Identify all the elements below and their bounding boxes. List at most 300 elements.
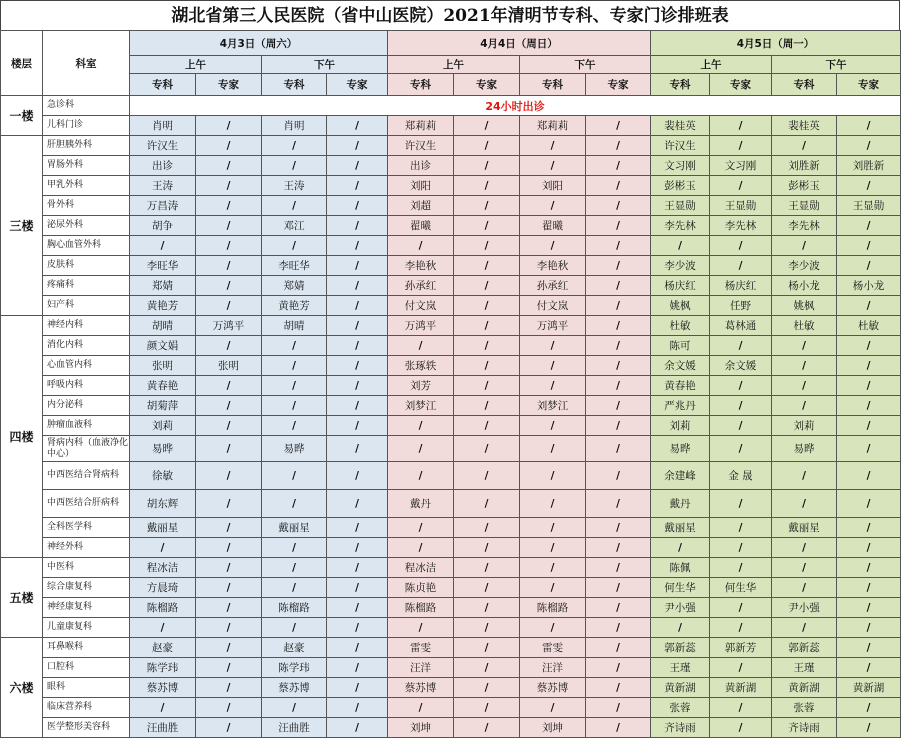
floor-label: 六楼 — [1, 638, 43, 738]
schedule-cell: / — [262, 156, 327, 176]
schedule-cell: / — [196, 256, 262, 276]
schedule-cell: / — [772, 538, 837, 558]
schedule-cell: 黄春艳 — [130, 376, 196, 396]
schedule-cell: / — [262, 336, 327, 356]
schedule-cell: 刘胜新 — [772, 156, 837, 176]
dept-name: 口腔科 — [43, 658, 130, 678]
schedule-cell: / — [710, 236, 772, 256]
schedule-cell: / — [520, 156, 586, 176]
schedule-cell: / — [710, 376, 772, 396]
schedule-cell: / — [772, 236, 837, 256]
schedule-cell: / — [651, 538, 710, 558]
dept-name: 心血管内科 — [43, 356, 130, 376]
schedule-cell: / — [772, 462, 837, 490]
schedule-cell: / — [837, 356, 901, 376]
schedule-cell: / — [454, 276, 520, 296]
schedule-cell: / — [837, 538, 901, 558]
schedule-cell: 杨小龙 — [837, 276, 901, 296]
schedule-cell: / — [586, 578, 651, 598]
expert-header: 专家 — [837, 74, 901, 96]
schedule-cell: / — [586, 176, 651, 196]
schedule-cell: 王显勋 — [651, 196, 710, 216]
schedule-cell: / — [327, 698, 388, 718]
schedule-cell: / — [196, 462, 262, 490]
schedule-cell: / — [130, 698, 196, 718]
schedule-cell: / — [130, 618, 196, 638]
schedule-cell: / — [772, 336, 837, 356]
schedule-cell: 黄春艳 — [651, 376, 710, 396]
schedule-cell: 黄新湖 — [772, 678, 837, 698]
dept-name: 中西医结合肾病科 — [43, 462, 130, 490]
schedule-cell: / — [327, 356, 388, 376]
schedule-cell: 任野 — [710, 296, 772, 316]
schedule-cell: 蔡苏博 — [520, 678, 586, 698]
schedule-cell: 姚枫 — [651, 296, 710, 316]
table-row — [1, 618, 901, 638]
schedule-cell: / — [586, 396, 651, 416]
dept-name: 骨外科 — [43, 196, 130, 216]
schedule-cell: 王显勋 — [772, 196, 837, 216]
schedule-cell: / — [454, 578, 520, 598]
schedule-cell: / — [586, 416, 651, 436]
schedule-cell: 李艳秋 — [388, 256, 454, 276]
schedule-cell: / — [520, 356, 586, 376]
schedule-cell: / — [710, 490, 772, 518]
schedule-cell: 陈佩 — [651, 558, 710, 578]
schedule-cell: / — [262, 462, 327, 490]
spec-header: 专科 — [130, 74, 196, 96]
table-row — [1, 276, 901, 296]
schedule-cell: 杨小龙 — [772, 276, 837, 296]
schedule-cell: 尹小强 — [651, 598, 710, 618]
schedule-cell: / — [586, 116, 651, 136]
schedule-cell: / — [262, 356, 327, 376]
schedule-cell: / — [327, 396, 388, 416]
schedule-cell: / — [262, 136, 327, 156]
table-row — [1, 156, 901, 176]
schedule-cell: 程冰洁 — [388, 558, 454, 578]
schedule-cell: / — [520, 490, 586, 518]
schedule-cell: / — [772, 396, 837, 416]
schedule-cell: / — [837, 698, 901, 718]
schedule-cell: / — [388, 538, 454, 558]
schedule-cell: / — [196, 490, 262, 518]
schedule-cell: / — [196, 578, 262, 598]
schedule-cell: / — [196, 698, 262, 718]
schedule-cell: 胡菊萍 — [130, 396, 196, 416]
schedule-cell: / — [520, 416, 586, 436]
schedule-cell: / — [710, 618, 772, 638]
schedule-cell: / — [262, 698, 327, 718]
schedule-cell: / — [710, 396, 772, 416]
dept-name: 妇产科 — [43, 296, 130, 316]
schedule-cell: / — [327, 678, 388, 698]
schedule-cell: / — [837, 462, 901, 490]
schedule-cell: 郭新蕊 — [651, 638, 710, 658]
table-body — [1, 96, 901, 738]
schedule-cell: 许汉生 — [388, 136, 454, 156]
schedule-cell: 戴丽星 — [651, 518, 710, 538]
schedule-cell: 万鸿平 — [196, 316, 262, 336]
dept-name: 皮肤科 — [43, 256, 130, 276]
schedule-cell: / — [388, 416, 454, 436]
schedule-cell: 文习刚 — [651, 156, 710, 176]
dept-header: 科室 — [43, 31, 130, 96]
schedule-cell: / — [196, 176, 262, 196]
schedule-cell: / — [837, 638, 901, 658]
schedule-cell: / — [586, 276, 651, 296]
schedule-cell: 严兆丹 — [651, 396, 710, 416]
schedule-cell: 黄新湖 — [837, 678, 901, 698]
schedule-cell: / — [327, 578, 388, 598]
schedule-cell: / — [520, 698, 586, 718]
schedule-cell: / — [327, 316, 388, 336]
schedule-cell: 万鸿平 — [388, 316, 454, 336]
schedule-cell: / — [772, 136, 837, 156]
table-row — [1, 316, 901, 336]
schedule-cell: 李先林 — [651, 216, 710, 236]
schedule-cell: 陈学玮 — [262, 658, 327, 678]
spec-header: 专科 — [651, 74, 710, 96]
table-row — [1, 196, 901, 216]
schedule-cell: / — [327, 598, 388, 618]
schedule-cell: / — [837, 176, 901, 196]
schedule-cell: / — [454, 116, 520, 136]
schedule-cell: 郑莉莉 — [520, 116, 586, 136]
schedule-cell: / — [586, 618, 651, 638]
schedule-cell: / — [196, 618, 262, 638]
schedule-cell: 齐诗雨 — [772, 718, 837, 738]
schedule-cell: 刘阳 — [388, 176, 454, 196]
schedule-cell: / — [772, 578, 837, 598]
schedule-cell: 李艳秋 — [520, 256, 586, 276]
schedule-cell: / — [586, 336, 651, 356]
schedule-cell: 邓江 — [262, 216, 327, 236]
dept-name: 疼痛科 — [43, 276, 130, 296]
dept-name: 中医科 — [43, 558, 130, 578]
schedule-cell: / — [837, 236, 901, 256]
schedule-cell: / — [327, 196, 388, 216]
schedule-cell: / — [196, 376, 262, 396]
am-header: 上午 — [388, 56, 520, 74]
dept-name: 医学整形美容科 — [43, 718, 130, 738]
schedule-cell: / — [327, 718, 388, 738]
dept-name: 胃肠外科 — [43, 156, 130, 176]
schedule-cell: / — [454, 156, 520, 176]
schedule-cell: / — [196, 136, 262, 156]
schedule-cell: / — [710, 658, 772, 678]
schedule-cell: 胡晴 — [262, 316, 327, 336]
pm-header: 下午 — [520, 56, 651, 74]
schedule-cell: / — [196, 518, 262, 538]
schedule-cell: 何生华 — [710, 578, 772, 598]
table-row — [1, 116, 901, 136]
schedule-cell: 李先林 — [772, 216, 837, 236]
schedule-cell: 刘莉 — [772, 416, 837, 436]
schedule-cell: / — [388, 518, 454, 538]
schedule-cell: 陈贞艳 — [388, 578, 454, 598]
schedule-cell: 易晔 — [262, 436, 327, 462]
schedule-cell: 付文岚 — [388, 296, 454, 316]
schedule-cell: 刘坤 — [520, 718, 586, 738]
schedule-cell: / — [710, 336, 772, 356]
schedule-cell: / — [454, 396, 520, 416]
schedule-cell: / — [454, 236, 520, 256]
schedule-cell: 杨庆红 — [651, 276, 710, 296]
am-header: 上午 — [130, 56, 262, 74]
schedule-cell: / — [837, 136, 901, 156]
schedule-cell: 张琢轶 — [388, 356, 454, 376]
schedule-cell: / — [454, 416, 520, 436]
schedule-cell: 万鸿平 — [520, 316, 586, 336]
schedule-cell: / — [772, 376, 837, 396]
schedule-cell: / — [327, 216, 388, 236]
schedule-cell: / — [454, 618, 520, 638]
schedule-cell: 戴丹 — [651, 490, 710, 518]
schedule-cell: 尹小强 — [772, 598, 837, 618]
schedule-cell: 黄艳芳 — [130, 296, 196, 316]
schedule-cell: 翟曦 — [520, 216, 586, 236]
table-row — [1, 638, 901, 658]
schedule-cell: 刘莉 — [651, 416, 710, 436]
table-header — [1, 31, 901, 96]
dept-name: 内分泌科 — [43, 396, 130, 416]
schedule-cell: / — [520, 236, 586, 256]
schedule-cell: / — [454, 678, 520, 698]
schedule-cell: 孙承红 — [520, 276, 586, 296]
day-header-1: 4月3日（周六） — [130, 31, 388, 56]
schedule-cell: / — [196, 276, 262, 296]
schedule-cell: / — [327, 276, 388, 296]
schedule-cell: / — [196, 416, 262, 436]
schedule-cell: 张蓉 — [772, 698, 837, 718]
table-row — [1, 356, 901, 376]
schedule-cell: / — [837, 558, 901, 578]
dept-name: 眼科 — [43, 678, 130, 698]
table-row — [1, 678, 901, 698]
spec-header: 专科 — [262, 74, 327, 96]
schedule-cell: / — [262, 618, 327, 638]
dept-name: 综合康复科 — [43, 578, 130, 598]
floor-label: 四楼 — [1, 316, 43, 558]
schedule-cell: 王显勋 — [710, 196, 772, 216]
table-row — [1, 718, 901, 738]
schedule-cell: 金 晟 — [710, 462, 772, 490]
schedule-cell: / — [327, 436, 388, 462]
schedule-cell: 杨庆红 — [710, 276, 772, 296]
table-row — [1, 336, 901, 356]
schedule-cell: / — [651, 236, 710, 256]
dept-name: 肾病内科（血液净化中心） — [43, 436, 130, 462]
schedule-cell: / — [196, 436, 262, 462]
schedule-cell: / — [196, 196, 262, 216]
schedule-cell: 郭新蕊 — [772, 638, 837, 658]
schedule-cell: / — [454, 490, 520, 518]
schedule-cell: / — [710, 256, 772, 276]
schedule-cell: / — [454, 296, 520, 316]
schedule-cell: / — [388, 698, 454, 718]
schedule-cell: / — [388, 236, 454, 256]
pm-header: 下午 — [772, 56, 901, 74]
schedule-cell: 汪洋 — [520, 658, 586, 678]
schedule-cell: / — [327, 518, 388, 538]
table-row — [1, 538, 901, 558]
schedule-cell: / — [262, 558, 327, 578]
schedule-cell: 赵豪 — [130, 638, 196, 658]
schedule-cell: / — [772, 618, 837, 638]
schedule-cell: / — [262, 236, 327, 256]
schedule-cell: 许汉生 — [651, 136, 710, 156]
schedule-cell: / — [837, 578, 901, 598]
table-row — [1, 416, 901, 436]
dept-name: 肿瘤血液科 — [43, 416, 130, 436]
dept-name: 胸心血管外科 — [43, 236, 130, 256]
schedule-cell: / — [586, 698, 651, 718]
schedule-cell: / — [454, 598, 520, 618]
table-row — [1, 256, 901, 276]
day-header-3: 4月5日（周一） — [651, 31, 901, 56]
schedule-cell: / — [710, 116, 772, 136]
dept-name: 儿科门诊 — [43, 116, 130, 136]
schedule-cell: / — [586, 156, 651, 176]
schedule-cell: / — [262, 416, 327, 436]
schedule-cell: / — [520, 618, 586, 638]
schedule-cell: 张蓉 — [651, 698, 710, 718]
schedule-cell: / — [520, 136, 586, 156]
schedule-cell: / — [262, 490, 327, 518]
table-row — [1, 578, 901, 598]
schedule-cell: 蔡苏博 — [388, 678, 454, 698]
schedule-cell: / — [454, 256, 520, 276]
floor-label: 三楼 — [1, 136, 43, 316]
schedule-cell: / — [196, 216, 262, 236]
schedule-cell: / — [454, 356, 520, 376]
table-row — [1, 462, 901, 490]
schedule-cell: / — [586, 196, 651, 216]
schedule-cell: 肖明 — [130, 116, 196, 136]
schedule-cell: / — [837, 256, 901, 276]
schedule-cell: 雷雯 — [520, 638, 586, 658]
expert-header: 专家 — [454, 74, 520, 96]
schedule-cell: 易晔 — [651, 436, 710, 462]
schedule-cell: 何生华 — [651, 578, 710, 598]
schedule-cell: / — [586, 518, 651, 538]
dept-name: 中西医结合肝病科 — [43, 490, 130, 518]
schedule-cell: / — [837, 658, 901, 678]
schedule-cell: 程冰洁 — [130, 558, 196, 578]
schedule-cell: / — [454, 136, 520, 156]
schedule-cell: 齐诗雨 — [651, 718, 710, 738]
schedule-cell: / — [837, 518, 901, 538]
schedule-cell: / — [454, 518, 520, 538]
floor-label: 一楼 — [1, 96, 43, 136]
schedule-cell: / — [388, 462, 454, 490]
schedule-cell: / — [710, 436, 772, 462]
schedule-cell: 李少波 — [651, 256, 710, 276]
schedule-cell: 李少波 — [772, 256, 837, 276]
schedule-cell: 陈可 — [651, 336, 710, 356]
table-row — [1, 698, 901, 718]
schedule-cell: 孙承红 — [388, 276, 454, 296]
schedule-cell: / — [327, 156, 388, 176]
schedule-cell: / — [262, 196, 327, 216]
schedule-cell: 王瑾 — [651, 658, 710, 678]
schedule-cell: / — [651, 618, 710, 638]
schedule-cell: 裴桂英 — [651, 116, 710, 136]
floor-label: 五楼 — [1, 558, 43, 638]
schedule-cell: 裴桂英 — [772, 116, 837, 136]
schedule-cell: 刘坤 — [388, 718, 454, 738]
schedule-cell: 许汉生 — [130, 136, 196, 156]
schedule-cell: / — [130, 236, 196, 256]
schedule-cell: / — [837, 116, 901, 136]
schedule-cell: / — [586, 256, 651, 276]
schedule-cell: / — [710, 598, 772, 618]
dept-name: 消化内科 — [43, 336, 130, 356]
schedule-cell: / — [710, 718, 772, 738]
schedule-cell: / — [196, 116, 262, 136]
schedule-cell: / — [327, 376, 388, 396]
dept-name: 神经康复科 — [43, 598, 130, 618]
dept-name: 甲乳外科 — [43, 176, 130, 196]
schedule-cell: / — [586, 638, 651, 658]
schedule-cell: 蔡苏博 — [262, 678, 327, 698]
schedule-cell: 陈榴路 — [520, 598, 586, 618]
expert-header: 专家 — [586, 74, 651, 96]
schedule-cell: 赵豪 — [262, 638, 327, 658]
spec-header: 专科 — [520, 74, 586, 96]
schedule-cell: 王涛 — [130, 176, 196, 196]
schedule-cell: 文习刚 — [710, 156, 772, 176]
table-row — [1, 216, 901, 236]
schedule-cell: / — [454, 196, 520, 216]
schedule-cell: / — [837, 718, 901, 738]
schedule-cell: 肖明 — [262, 116, 327, 136]
schedule-cell: 张明 — [130, 356, 196, 376]
schedule-cell: 张明 — [196, 356, 262, 376]
schedule-cell: / — [710, 698, 772, 718]
table-row — [1, 658, 901, 678]
dept-name: 神经内科 — [43, 316, 130, 336]
schedule-cell: / — [837, 336, 901, 356]
table-row — [1, 296, 901, 316]
schedule-cell: / — [327, 618, 388, 638]
schedule-cell: / — [586, 356, 651, 376]
schedule-cell: 陈学玮 — [130, 658, 196, 678]
schedule-cell: 颜文娟 — [130, 336, 196, 356]
schedule-cell: / — [454, 336, 520, 356]
schedule-cell: / — [772, 356, 837, 376]
table-row — [1, 518, 901, 538]
schedule-cell: / — [710, 176, 772, 196]
table-row — [1, 376, 901, 396]
schedule-cell: 郑婧 — [262, 276, 327, 296]
schedule-cell: / — [196, 658, 262, 678]
schedule-cell: / — [196, 336, 262, 356]
schedule-cell: / — [454, 376, 520, 396]
schedule-cell: / — [586, 658, 651, 678]
schedule-cell: / — [586, 376, 651, 396]
schedule-cell: / — [837, 396, 901, 416]
dept-name: 儿童康复科 — [43, 618, 130, 638]
schedule-cell: / — [327, 116, 388, 136]
schedule-cell: / — [837, 598, 901, 618]
schedule-cell: / — [837, 618, 901, 638]
schedule-cell: / — [586, 718, 651, 738]
dept-name: 耳鼻喉科 — [43, 638, 130, 658]
schedule-cell: 雷雯 — [388, 638, 454, 658]
schedule-cell: 余建峰 — [651, 462, 710, 490]
